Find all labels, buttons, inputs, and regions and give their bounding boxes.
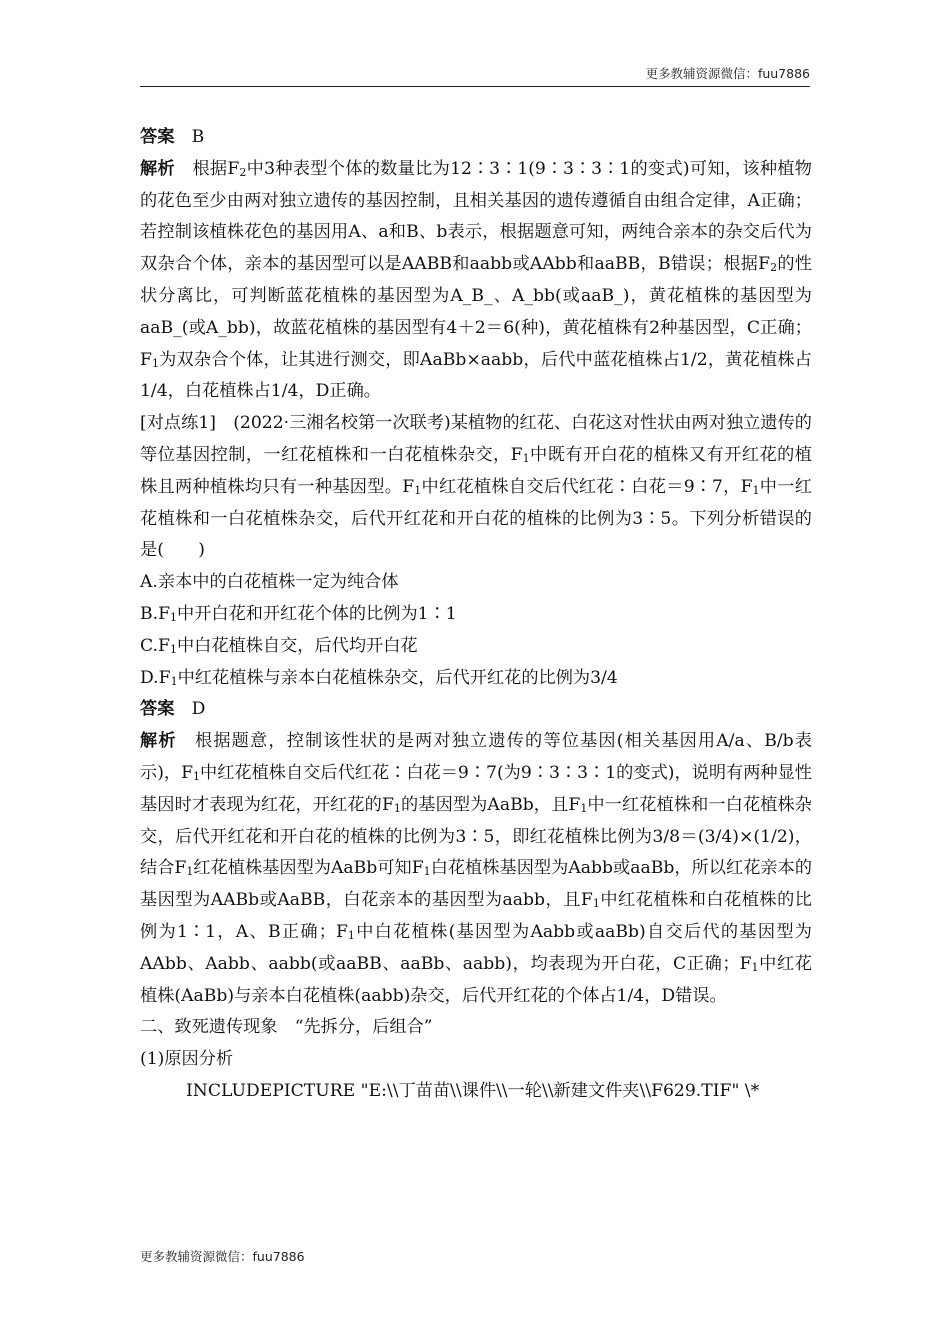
exercise-text-4: 中一红花植株和一白花植株杂交，后代开红花和开白花的植株的比例为3∶5。下列分析错误的是( ) xyxy=(140,476,812,561)
subscript: 1 xyxy=(393,801,401,815)
section-2-subheading: (1)原因分析 xyxy=(140,1049,234,1070)
analysis-2-text-3: 的基因型为AaBb，且F xyxy=(400,794,581,815)
subscript: 1 xyxy=(186,865,194,879)
subscript: 1 xyxy=(169,642,177,656)
analysis-2-text-8: 中白花植株(基因型为Aabb或aaBb)自交后代的基因型为AAbb、Aabb、aabb(或aaBB、aaBb、aabb)，均表现为开白花，C正确；F xyxy=(140,921,812,974)
option-b xyxy=(140,599,812,631)
analysis-2 xyxy=(140,726,812,1012)
option-c-text: 中白花植株自交，后代均开白花 xyxy=(176,635,418,656)
analysis-label: 解析 xyxy=(140,731,177,752)
option-c xyxy=(140,631,812,663)
analysis-label: 解析 xyxy=(140,158,175,179)
exercise-source: (2022·三湘名校第一次联考) xyxy=(233,413,451,434)
analysis-2-text-7: 中红花植株和白花植株的比例为1∶1，A、B正确；F xyxy=(140,890,812,942)
subscript: 1 xyxy=(592,897,600,911)
subscript: 1 xyxy=(347,928,355,942)
subscript: 1 xyxy=(170,610,178,624)
analysis-2-text-9: 中红花植株(AaBb)与亲本白花植株(aabb)杂交，后代开红花的个体占1/4，D错误。 xyxy=(140,953,812,1006)
analysis-2-text-5: 红花植株基因型为AaBb可知F xyxy=(193,858,424,879)
option-d-text: 中红花植株与亲本白花植株杂交，后代开红花的比例为3/4 xyxy=(177,667,618,688)
answer-value: B xyxy=(191,127,205,147)
subscript: 2 xyxy=(770,261,778,275)
answer-label: 答案 xyxy=(140,127,175,147)
answer-1 xyxy=(140,122,812,154)
option-b-prefix: B.F xyxy=(140,603,171,624)
option-d-prefix: D.F xyxy=(140,667,171,688)
page-footer: 更多教辅资源微信：fuu7886 xyxy=(140,1249,305,1264)
subscript: 1 xyxy=(193,769,201,783)
subscript: 1 xyxy=(752,483,760,497)
subscript: 1 xyxy=(522,451,530,465)
subscript: 1 xyxy=(423,865,431,879)
subscript: 1 xyxy=(170,674,178,688)
analysis-1-text-c: 的性状分离比，可判断蓝花植株的基因型为A_B_、A_bb(或aaB_)，黄花植株的基因型为aaB_(或A_bb)，故蓝花植株的基因型有4＋2＝6(种)，黄花植株有2种基因型，C正确；F xyxy=(140,254,812,370)
analysis-2-text-1: 根据题意，控制该性状的是两对独立遗传的等位基因(相关基因用A/a、B/b表示)，F xyxy=(140,731,812,783)
analysis-2-text-6: 白花植株基因型为Aabb或aaBb，所以红花亲本的基因型为AABb或AaBB，白花亲本的基因型为aabb，且F xyxy=(140,858,813,911)
subscript: 1 xyxy=(751,960,759,974)
include-picture-field: INCLUDEPICTURE "E:\\丁苗苗\\课件\\一轮\\新建文件夹\\F629.TIF" \* xyxy=(186,1080,760,1101)
exercise-text-1: 某植物的红花、白花这对性状由两对独立遗传的等位基因控制，一红花植株和一白花植株杂交，F xyxy=(140,413,812,465)
subscript: 1 xyxy=(580,801,588,815)
subscript: 2 xyxy=(239,165,247,179)
exercise-label: [对点练1] xyxy=(140,413,216,434)
page-header xyxy=(140,64,810,87)
subscript: 1 xyxy=(151,356,159,370)
analysis-1 xyxy=(140,154,812,408)
analysis-2-text-2: 中红花植株自交后代红花∶白花＝9∶7(为9∶3∶3∶1的变式)，说明有两种显性基因时才表现为红花，开红花的F xyxy=(140,762,812,815)
analysis-1-text-b: 中3种表型个体的数量比为12∶3∶1(9∶3∶3∶1的变式)可知，该种植物的花色至少由两对独立遗传的基因控制，且相关基因的遗传遵循自由组合定律，A正确；若控制该植株花色的基因用A、a和B、b表示，根据题意可知，两纯合亲本的杂交后代为双杂合个体，亲本的基因型可以是AABB和aabb或AAbb和aaBB，B错误；根据F xyxy=(140,158,812,275)
analysis-2-text-4: 中一红花植株和一白花植株杂交，后代开红花和开白花的植株的比例为3∶5，即红花植株比例为3/8＝(3/4)×(1/2)，结合F xyxy=(140,794,812,879)
document-body xyxy=(140,122,812,1108)
answer-value: D xyxy=(191,699,206,720)
analysis-1-text-a: 根据F xyxy=(192,158,240,179)
option-b-text: 中开白花和开红花个体的比例为1∶1 xyxy=(177,603,457,624)
section-2-title: 二、致死遗传现象 “先拆分，后组合” xyxy=(140,1017,433,1038)
option-c-prefix: C.F xyxy=(140,635,170,656)
option-d xyxy=(140,663,812,695)
analysis-1-text-d: 为双杂合个体，让其进行测交，即AaBb×aabb，后代中蓝花植株占1/2，黄花植株占1/4，白花植株占1/4，D正确。 xyxy=(140,349,812,402)
exercise-1 xyxy=(140,408,812,567)
answer-2 xyxy=(140,694,812,726)
answer-label: 答案 xyxy=(140,699,175,720)
header-text: 更多教辅资源微信：fuu7886 xyxy=(645,66,810,81)
exercise-text-3: 中红花植株自交后代红花∶白花＝9∶7，F xyxy=(421,476,753,497)
subscript: 1 xyxy=(414,483,422,497)
exercise-text-2: 中既有开白花的植株又有开红花的植株且两种植株均只有一种基因型。F xyxy=(140,444,812,497)
option-a: A.亲本中的白花植株一定为纯合体 xyxy=(140,572,399,593)
